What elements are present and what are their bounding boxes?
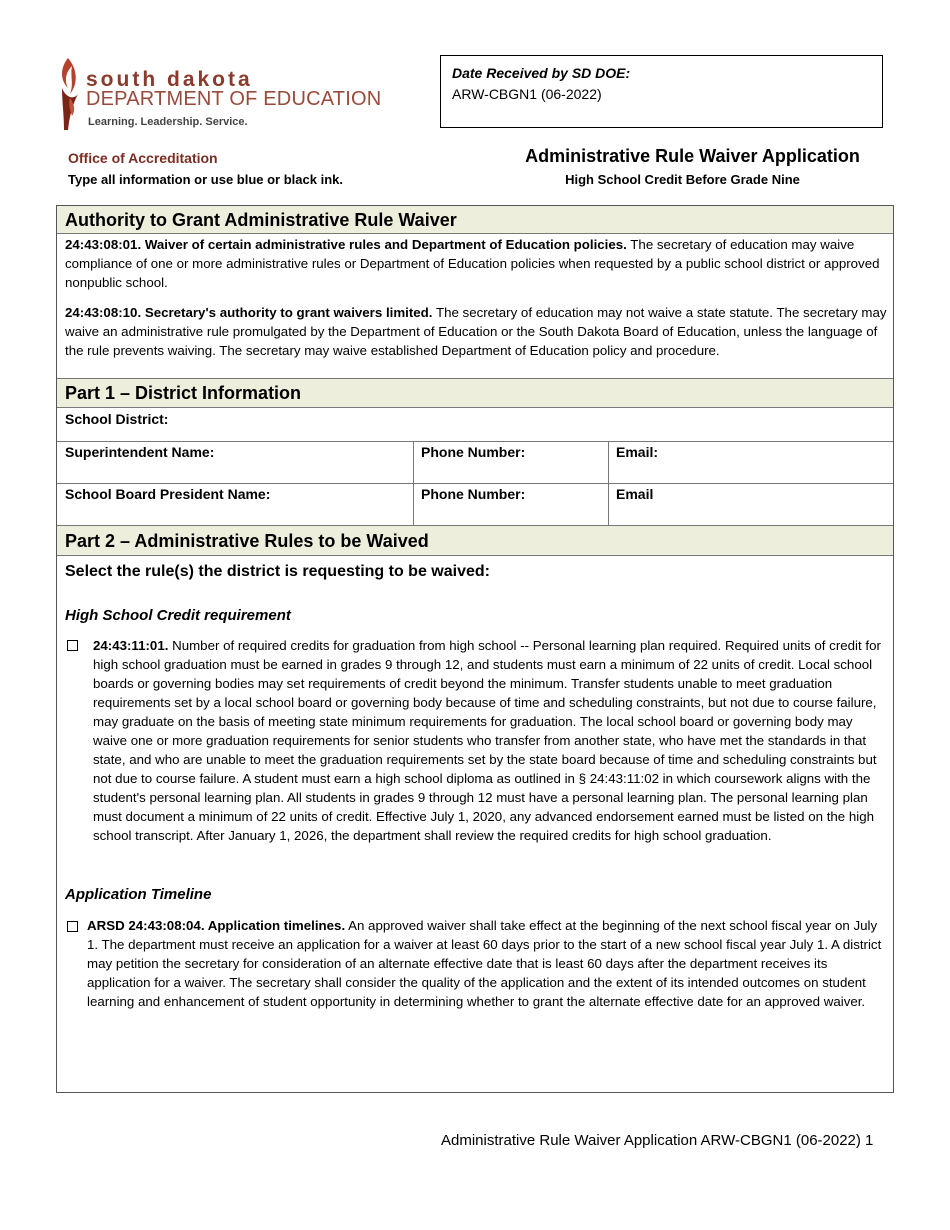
authority-paragraph-1 — [65, 235, 887, 292]
application-timeline-subhead: Application Timeline — [65, 886, 212, 903]
rule1-body: Number of required credits for graduation from high school -- Personal learning plan required. Required units of credit for high school graduation must be earned in grades 9 through 12, and students must earn a minimum of 22 units of credit. Local school boards or governing bodies may set requirements of credit beyond the minimum. Transfer students unable to meet graduation requirements set by a local school board or governing body because of time and scheduling constraints, but not due to course failure, may graduate on the basis of meeting state minimum requirements for graduation. The local school board or governing body may waive one or more graduation requirements for senior students who transfer from another state, who have met the standards in that state, and who are unable to meet the graduation requirements set by the state board because of time and scheduling constraints but not due to course failure. A student must earn a high school diploma as outlined in § 24:43:11:02 in which coursework aligns with the student's personal learning plan. All students in grades 9 through 12 must have a personal learning plan. The personal learning plan must document a minimum of 22 units of credit. Effective July 1, 2020, any advanced endorsement earned must be listed on the high school transcript. After January 1, 2026, the department shall review the required credits for high school graduation. — [93, 638, 881, 843]
page-subtitle: High School Credit Before Grade Nine — [565, 172, 800, 187]
select-rules-prompt: Select the rule(s) the district is requesting to be waived: — [65, 563, 490, 580]
rule1-number: 24:43:11:01. — [93, 638, 169, 653]
authority-p2-text: The secretary of education may not waive a state statute. The secretary may waive an administrative rule promulgated by the Department of Education or the South Dakota Board of Education, unless the language of the rule prevents waiving. The secretary may waive established Department of Education policy and procedure. — [65, 305, 887, 358]
authority-p1-bold: 24:43:08:01. Waiver of certain administrative rules and Department of Education policies. — [65, 237, 627, 252]
authority-paragraph-2 — [65, 303, 887, 360]
board-president-email-label: Email — [616, 486, 654, 502]
part1-heading: Part 1 – District Information — [57, 378, 893, 408]
rule-24-43-08-04-checkbox[interactable] — [67, 921, 78, 932]
school-district-label: School District: — [65, 411, 169, 427]
superintendent-phone-label: Phone Number: — [421, 444, 526, 460]
superintendent-email-label: Email: — [616, 444, 659, 460]
board-president-phone-label: Phone Number: — [421, 486, 526, 502]
rule2-body: An approved waiver shall take effect at the beginning of the next school fiscal year on July 1. The department must receive an application for a waiver at least 60 days prior to the start of a new school fiscal year July 1. A district may petition the secretary for consideration of an alternate effective date that is least 60 days after the department receives its application for a waiver. The secretary shall consider the quality of the application and the extent of its intended outcomes on student learning and enhancement of student opportunity in determining whether to grant the alternate effective date for an approved waiver. — [87, 918, 882, 1009]
office-name: Office of Accreditation — [68, 150, 218, 166]
authority-heading: Authority to Grant Administrative Rule Waiver — [57, 206, 893, 234]
rule-24-43-11-01-text — [93, 636, 889, 845]
part2-heading: Part 2 – Administrative Rules to be Waived — [57, 525, 893, 556]
superintendent-name-label: Superintendent Name: — [65, 444, 215, 460]
board-president-name-label: School Board President Name: — [65, 486, 271, 502]
logo-line-2: DEPARTMENT OF EDUCATION — [86, 88, 382, 110]
logo-tagline: Learning. Leadership. Service. — [88, 116, 248, 128]
logo-line-1: south dakota — [86, 68, 253, 91]
date-received-box[interactable] — [440, 55, 883, 128]
rule2-number: ARSD 24:43:08:04. Application timelines. — [87, 918, 346, 933]
authority-p1-text: The secretary of education may waive compliance of one or more administrative rules or Department of Education policies when requested by a public school district or approved nonpublic school. — [65, 237, 880, 290]
rule-24-43-11-01-checkbox[interactable] — [67, 640, 78, 651]
rule-24-43-08-04-text — [87, 916, 887, 1011]
date-received-label: Date Received by SD DOE: — [452, 65, 631, 81]
ink-instructions: Type all information or use blue or black ink. — [68, 172, 343, 187]
page-title: Administrative Rule Waiver Application — [525, 146, 860, 166]
page-footer: Administrative Rule Waiver Application ARW-CBGN1 (06-2022) 1 — [441, 1132, 874, 1149]
credit-requirement-subhead: High School Credit requirement — [65, 607, 291, 624]
waiver-form — [56, 205, 894, 1093]
authority-p2-bold: 24:43:08:10. Secretary's authority to grant waivers limited. — [65, 305, 433, 320]
form-id: ARW-CBGN1 (06-2022) — [452, 86, 602, 102]
